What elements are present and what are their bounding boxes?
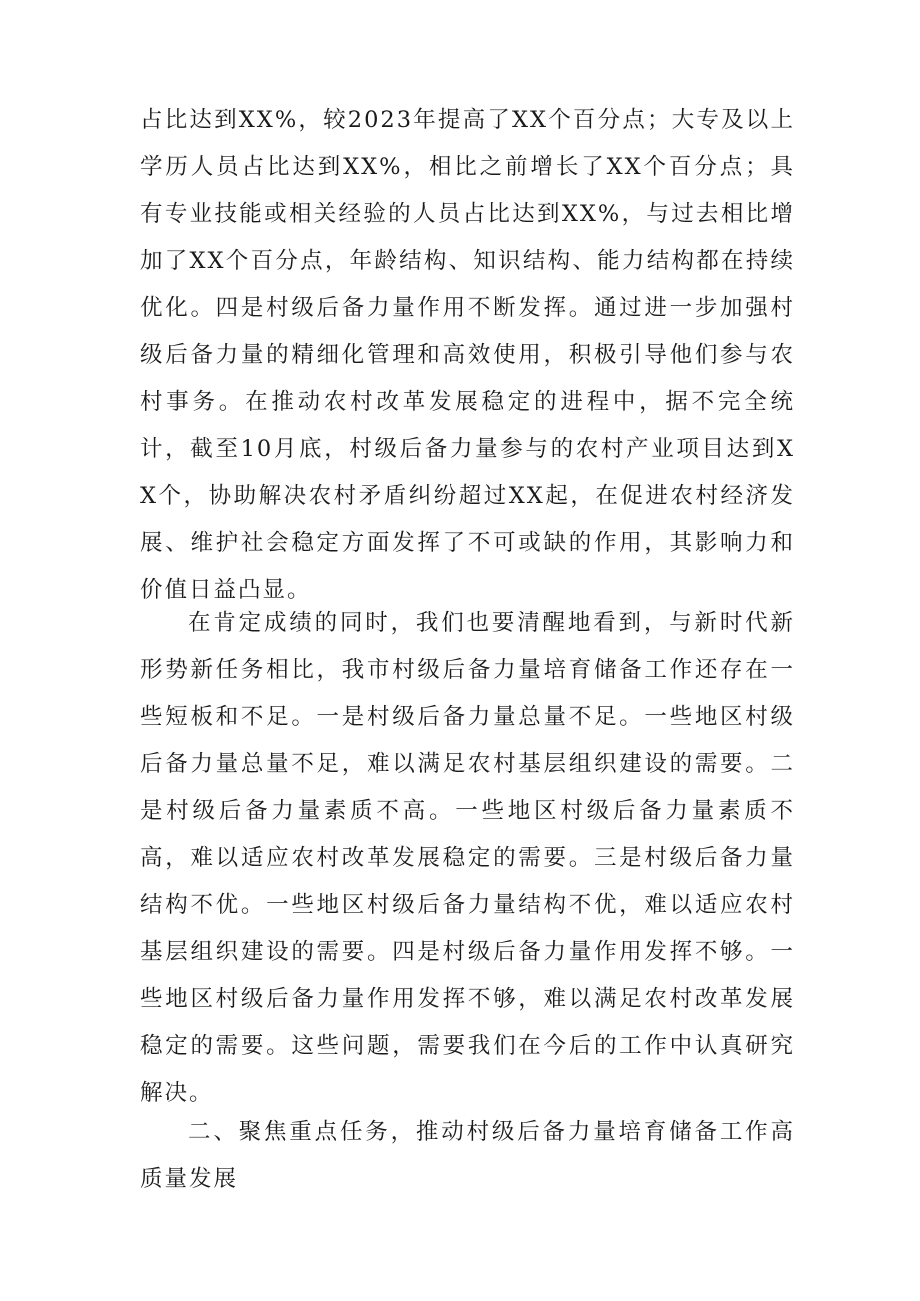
section-heading: 二、聚焦重点任务，推动村级后备力量培育储备工作高质量发展 [140,1119,795,1192]
paragraph-shortcomings: 在肯定成绩的同时，我们也要清醒地看到，与新时代新形势新任务相比，我市村级后备力量培育储备工作还存在一些短板和不足。一是村级后备力量总量不足。一些地区村级后备力量总量不足，难以满足农村基层组织建设的需要。二是村级后备力量素质不高。一些地区村级后备力量素质不高，难以适应农村改革发展稳定的需要。三是村级后备力量结构不优。一些地区村级后备力量结构不优，难以适应农村基层组织建设的需要。四是村级后备力量作用发挥不够。一些地区村级后备力量作用发挥不够，难以满足农村改革发展稳定的需要。这些问题，需要我们在今后的工作中认真研究解决。 [140,610,795,1106]
paragraph-continuation: 占比达到XX%，较2023年提高了XX个百分点；大专及以上学历人员占比达到XX%，相比之前增长了XX个百分点；具有专业技能或相关经验的人员占比达到XX%，与过去相比增加了XX个百分点，年龄结构、知识结构、能力结构都在持续优化。四是村级后备力量作用不断发挥。通过进一步加强村级后备力量的精细化管理和高效使用，积极引导他们参与农村事务。在推动农村改革发展稳定的进程中，据不完全统计，截至10月底，村级后备力量参与的农村产业项目达到XX个，协助解决农村矛盾纠纷超过XX起，在促进农村经济发展、维护社会稳定方面发挥了不可或缺的作用，其影响力和价值日益凸显。 [140,107,795,603]
